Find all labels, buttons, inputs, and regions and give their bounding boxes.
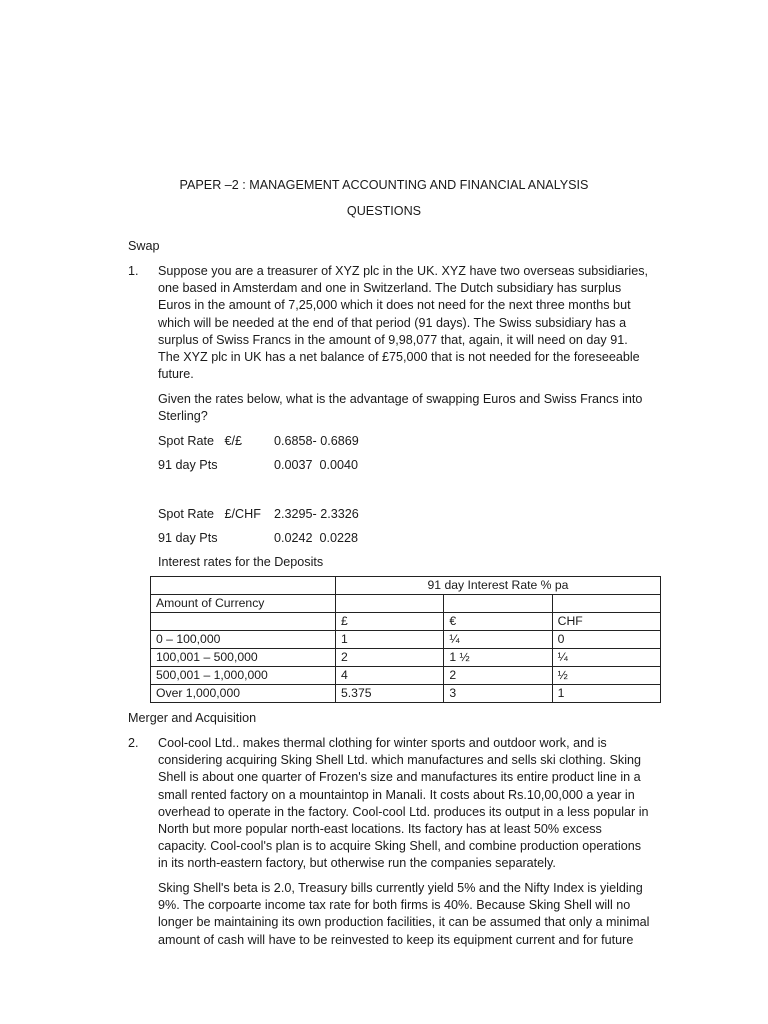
- section-heading-swap: Swap: [128, 239, 160, 253]
- rate-label: 91 day Pts: [158, 531, 218, 545]
- rate-row-spot-chf: [158, 506, 359, 523]
- rate-row-spot-eur: [158, 433, 359, 450]
- table-row: [151, 577, 661, 595]
- rate-label: 91 day Pts: [158, 458, 218, 472]
- rate-value: 0.0242 0.0228: [274, 531, 359, 545]
- table-cell: 5.375: [336, 685, 444, 703]
- text-line: in its north-eastern factory, but otherwise run the companies separately.: [158, 856, 556, 871]
- rate-row-pts-eur: [158, 457, 358, 474]
- table-header-currency: CHF: [552, 613, 660, 631]
- table-cell: 3: [444, 685, 552, 703]
- text-line: which will be needed at the end of that period (91 days). The Swiss subsidiary has a: [158, 315, 627, 330]
- rate-value: 0.0037 0.0040: [274, 458, 359, 472]
- text-line: one based in Amsterdam and one in Switzerland. The Dutch subsidiary has surplus: [158, 281, 622, 296]
- table-row: [151, 685, 661, 703]
- table-cell: [336, 595, 444, 613]
- table-row: [151, 613, 661, 631]
- rate-value: 0.6858- 0.6869: [274, 434, 359, 448]
- table-header-currency: £: [336, 613, 444, 631]
- rate-row-pts-chf: [158, 530, 358, 547]
- table-cell: ½: [552, 667, 660, 685]
- text-line: small rented factory on a mountaintop in Manali. It costs about Rs.10,00,000 a year in: [158, 787, 635, 802]
- text-line: amount of cash will have to be reinvested to keep its equipment current and for future: [158, 932, 634, 947]
- questions-heading: QUESTIONS: [346, 204, 422, 218]
- question-number: 1.: [128, 264, 139, 278]
- rate-label: Spot Rate £/CHF: [158, 507, 261, 521]
- question-2-text-continued: [158, 880, 660, 949]
- table-row: [151, 631, 661, 649]
- question-1-text: [158, 263, 660, 383]
- table-cell: ¼: [552, 649, 660, 667]
- text-line: considering acquiring Sking Shell Ltd. which manufactures and sells ski clothing. Sking: [158, 753, 642, 768]
- table-cell: 500,001 – 1,000,000: [151, 667, 336, 685]
- paper-title: PAPER –2 : MANAGEMENT ACCOUNTING AND FINANCIAL ANALYSIS: [179, 178, 589, 192]
- text-line: Shell is about one quarter of Frozen's size and manufactures its entire product line in a: [158, 770, 641, 785]
- question-number: 2.: [128, 736, 139, 750]
- table-row: [151, 595, 661, 613]
- text-line: Euros in the amount of 7,25,000 which it does not need for the next three months but: [158, 298, 631, 313]
- text-line: longer be maintaining its own production facilities, it can be assumed that only a minimal: [158, 915, 650, 930]
- table-row: [151, 667, 661, 685]
- question-2-text: [158, 735, 660, 873]
- text-line: 9%. The corpoarte income tax rate for both firms is 40%. Because Sking Shell will no: [158, 898, 631, 913]
- table-cell: 1: [552, 685, 660, 703]
- table-header-amount: Amount of Currency: [151, 595, 336, 613]
- table-cell: [151, 613, 336, 631]
- table-cell: 0: [552, 631, 660, 649]
- rate-label: Spot Rate €/£: [158, 434, 243, 448]
- table-group-header: 91 day Interest Rate % pa: [336, 577, 661, 595]
- interest-rate-table: [150, 576, 661, 703]
- table-row: [151, 649, 661, 667]
- section-heading-merger: Merger and Acquisition: [128, 711, 257, 725]
- table-cell: ¼: [444, 631, 552, 649]
- question-1-prompt: [158, 391, 660, 425]
- table-cell: Over 1,000,000: [151, 685, 336, 703]
- table-cell: 0 – 100,000: [151, 631, 336, 649]
- table-cell: [552, 595, 660, 613]
- table-cell: [151, 577, 336, 595]
- text-line: capacity. Cool-cool's plan is to acquire Sking Shell, and combine production operations: [158, 839, 642, 854]
- text-line: overhead to operate in the factory. Cool-cool Ltd. produces its output in a less popular in: [158, 804, 649, 819]
- text-line: Sterling?: [158, 409, 208, 424]
- deposits-label: Interest rates for the Deposits: [158, 555, 324, 569]
- table-cell: 1: [336, 631, 444, 649]
- rate-value: 2.3295- 2.3326: [274, 507, 359, 521]
- text-line: surplus of Swiss Francs in the amount of 9,98,077 that, again, it will need on day 91.: [158, 332, 628, 347]
- text-line: Cool-cool Ltd.. makes thermal clothing for winter sports and outdoor work, and is: [158, 736, 607, 750]
- text-line: The XYZ plc in UK has a net balance of £75,000 that is not needed for the foreseeable: [158, 350, 640, 365]
- table-cell: 100,001 – 500,000: [151, 649, 336, 667]
- text-line: Given the rates below, what is the advantage of swapping Euros and Swiss Francs into: [158, 392, 643, 406]
- table-cell: 2: [336, 649, 444, 667]
- table-cell: 1 ½: [444, 649, 552, 667]
- table-cell: 4: [336, 667, 444, 685]
- text-line: Suppose you are a treasurer of XYZ plc in the UK. XYZ have two overseas subsidiaries,: [158, 264, 649, 278]
- table-header-currency: €: [444, 613, 552, 631]
- text-line: future.: [158, 367, 194, 382]
- text-line: Sking Shell's beta is 2.0, Treasury bills currently yield 5% and the Nifty Index is yielding: [158, 881, 643, 895]
- text-line: North but more popular north-east locations. Its factory has at least 50% excess: [158, 822, 602, 837]
- table-cell: 2: [444, 667, 552, 685]
- table-cell: [444, 595, 552, 613]
